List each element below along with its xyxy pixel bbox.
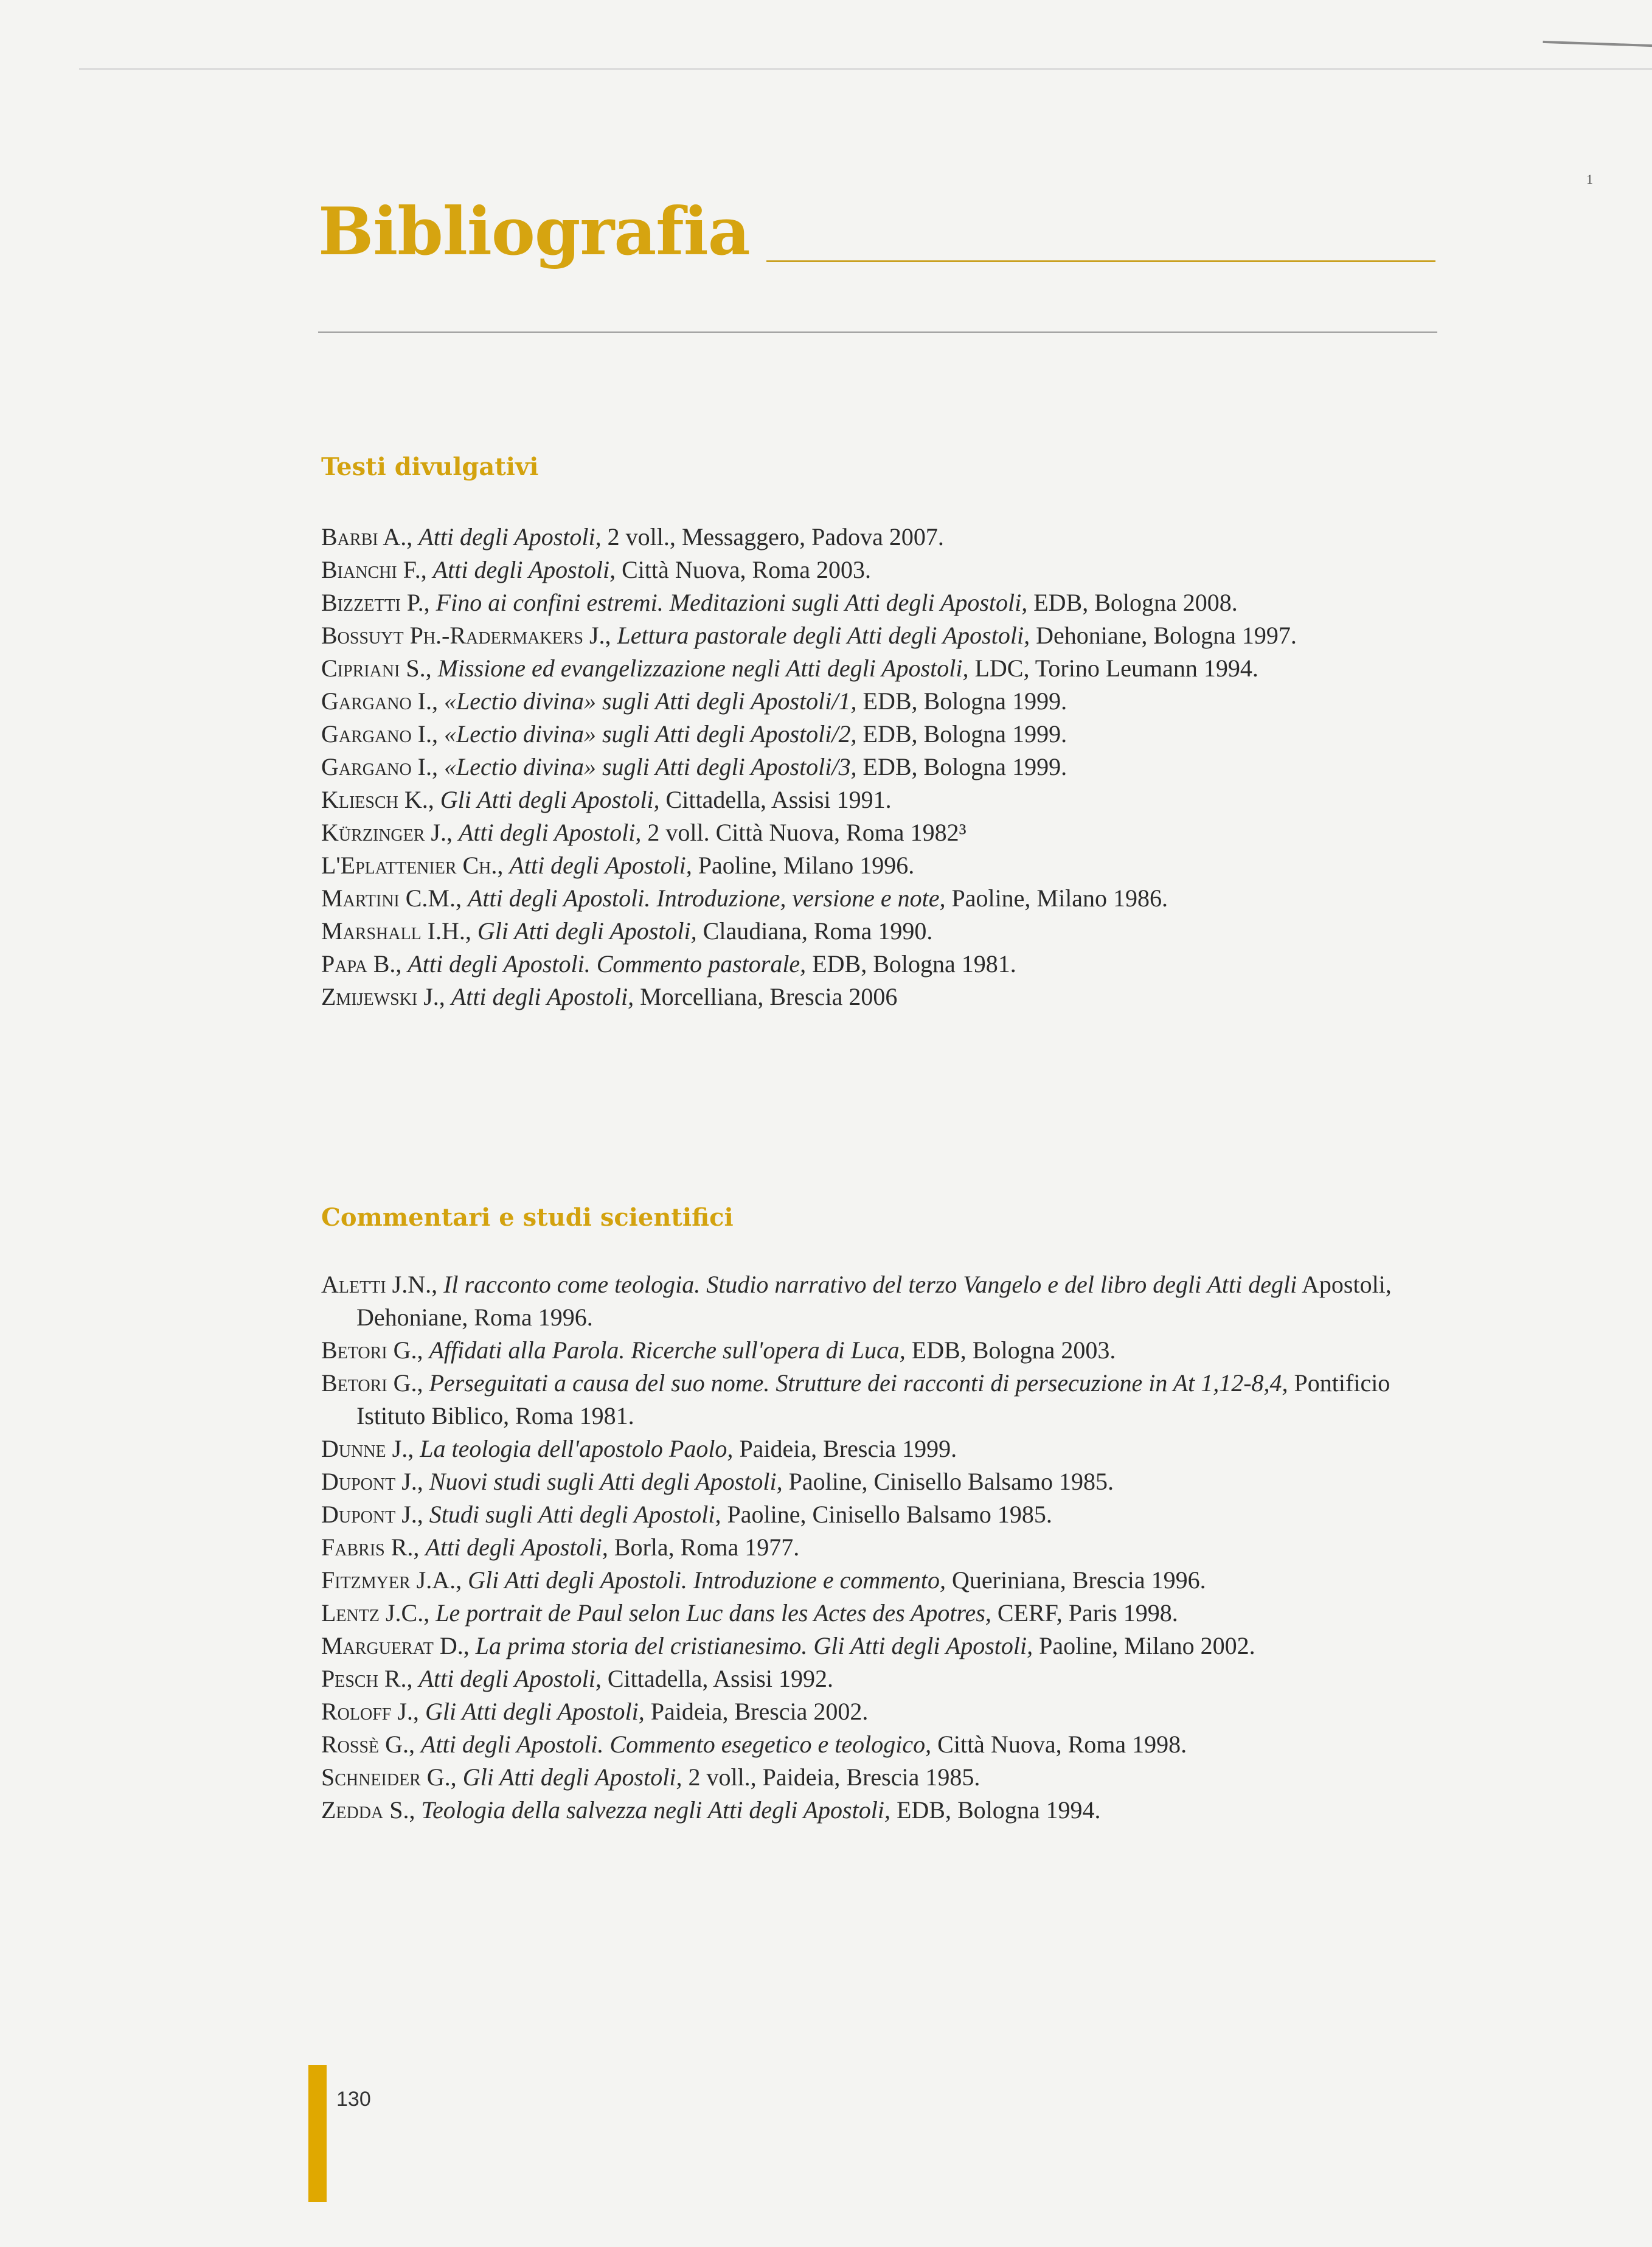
- bibliography-entry: Betori G., Affidati alla Parola. Ricerche sull'opera di Luca, EDB, Bologna 2003.: [321, 1336, 1116, 1364]
- page-edge: [79, 68, 1652, 70]
- bibliography-entry: Marguerat D., La prima storia del cristianesimo. Gli Atti degli Apostoli, Paoline, Milano 2002.: [321, 1632, 1255, 1659]
- bibliography-entry: Gargano I., «Lectio divina» sugli Atti degli Apostoli/1, EDB, Bologna 1999.: [321, 687, 1067, 715]
- bibliography-entry: Bianchi F., Atti degli Apostoli, Città Nuova, Roma 2003.: [321, 556, 872, 583]
- bibliography-entry: Bossuyt Ph.-Radermakers J., Lettura pastorale degli Atti degli Apostoli, Dehoniane, Bologna 1997.: [321, 622, 1297, 649]
- bibliography-entry: Papa B., Atti degli Apostoli. Commento pastorale, EDB, Bologna 1981.: [321, 950, 1016, 978]
- bibliography-entry: L'Eplattenier Ch., Atti degli Apostoli, Paoline, Milano 1996.: [321, 852, 915, 879]
- bibliography-entry: Dupont J., Studi sugli Atti degli Apostoli, Paoline, Cinisello Balsamo 1985.: [321, 1501, 1052, 1528]
- bibliography-entry: Kliesch K., Gli Atti degli Apostoli, Cittadella, Assisi 1991.: [321, 786, 892, 813]
- bibliography-entry: Fabris R., Atti degli Apostoli, Borla, Roma 1977.: [321, 1533, 800, 1561]
- bibliography-entry: Marshall I.H., Gli Atti degli Apostoli, Claudiana, Roma 1990.: [321, 917, 933, 945]
- title-underline: [766, 260, 1435, 262]
- page-title: Bibliografia: [318, 193, 750, 270]
- bibliography-entry: Dupont J., Nuovi studi sugli Atti degli Apostoli, Paoline, Cinisello Balsamo 1985.: [321, 1468, 1114, 1495]
- bibliography-entry: Roloff J., Gli Atti degli Apostoli, Paideia, Brescia 2002.: [321, 1698, 869, 1725]
- bibliography-entry: Betori G., Perseguitati a causa del suo nome. Strutture dei racconti di persecuzione in At 1,12-8,4, Pontificio Istituto Biblico, Roma 1981.: [321, 1369, 1390, 1429]
- bibliography-entry: Fitzmyer J.A., Gli Atti degli Apostoli. Introduzione e commento, Queriniana, Brescia 1996.: [321, 1566, 1206, 1594]
- bibliography-entry: Barbi A., Atti degli Apostoli, 2 voll., Messaggero, Padova 2007.: [321, 523, 944, 550]
- bibliography-entry: Lentz J.C., Le portrait de Paul selon Luc dans les Actes des Apotres, CERF, Paris 1998.: [321, 1599, 1178, 1627]
- bibliography-list-popular: [321, 521, 1440, 1013]
- page-number-bar: [308, 2065, 327, 2202]
- header-divider: [318, 332, 1437, 333]
- section-heading-popular: Testi divulgativi: [321, 453, 539, 481]
- bibliography-entry: Schneider G., Gli Atti degli Apostoli, 2 voll., Paideia, Brescia 1985.: [321, 1763, 980, 1791]
- section-heading-scientific: Commentari e studi scientifici: [321, 1203, 734, 1232]
- bibliography-entry: Martini C.M., Atti degli Apostoli. Introduzione, versione e note, Paoline, Milano 1986.: [321, 884, 1168, 912]
- bibliography-entry: Zedda S., Teologia della salvezza negli Atti degli Apostoli, EDB, Bologna 1994.: [321, 1796, 1101, 1824]
- bibliography-entry: Cipriani S., Missione ed evangelizzazione negli Atti degli Apostoli, LDC, Torino Leumann 1994.: [321, 655, 1258, 682]
- bibliography-entry: Gargano I., «Lectio divina» sugli Atti degli Apostoli/3, EDB, Bologna 1999.: [321, 753, 1067, 780]
- bibliography-entry: Bizzetti P., Fino ai confini estremi. Meditazioni sugli Atti degli Apostoli, EDB, Bologna 2008.: [321, 589, 1238, 616]
- bibliography-entry: Kürzinger J., Atti degli Apostoli, 2 voll. Città Nuova, Roma 1982³: [321, 819, 967, 846]
- bibliography-entry: Gargano I., «Lectio divina» sugli Atti degli Apostoli/2, EDB, Bologna 1999.: [321, 720, 1067, 748]
- corner-mark: 1: [1586, 172, 1593, 187]
- bibliography-entry: Zmijewski J., Atti degli Apostoli, Morcelliana, Brescia 2006: [321, 983, 898, 1010]
- page-number: 130: [336, 2088, 371, 2111]
- bibliography-entry: Rossè G., Atti degli Apostoli. Commento esegetico e teologico, Città Nuova, Roma 1998.: [321, 1731, 1187, 1758]
- page-corner-shadow: [1542, 41, 1652, 65]
- bibliography-list-scientific: [321, 1268, 1440, 1827]
- bibliography-entry: Aletti J.N., Il racconto come teologia. Studio narrativo del terzo Vangelo e del libro degli Atti degli Apostoli, Dehoniane, Roma 1996.: [321, 1271, 1392, 1331]
- bibliography-entry: Dunne J., La teologia dell'apostolo Paolo, Paideia, Brescia 1999.: [321, 1435, 957, 1462]
- bibliography-entry: Pesch R., Atti degli Apostoli, Cittadella, Assisi 1992.: [321, 1665, 833, 1692]
